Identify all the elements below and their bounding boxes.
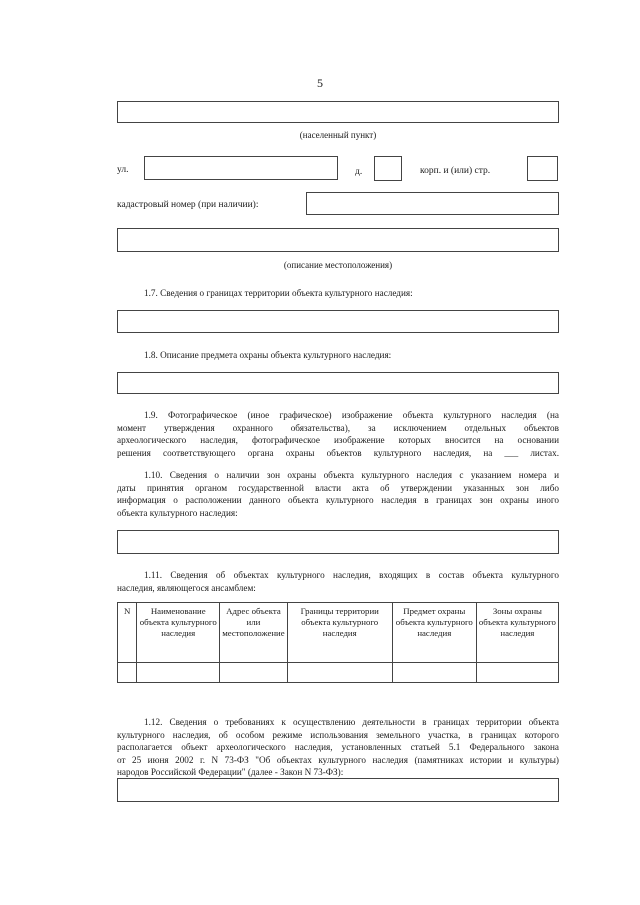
- section-1-11-paragraph: [117, 569, 559, 594]
- street-label: ул.: [117, 165, 129, 175]
- section-1-8-heading: 1.8. Описание предмета охраны объекта культурного наследия:: [144, 350, 392, 360]
- section-1-8-field[interactable]: [117, 372, 559, 394]
- table-cell[interactable]: [476, 663, 558, 683]
- house-field[interactable]: [374, 156, 402, 181]
- table-cell[interactable]: [220, 663, 287, 683]
- paragraph-line: культурного наследия, об особом режиме использования земельного участка, в границах которого: [117, 729, 559, 740]
- paragraph-line: археологического наследия, фотографическое изображение которых вносится на основании: [117, 435, 559, 446]
- paragraph-line: от 25 июня 2002 г. N 73-ФЗ "Об объектах культурного наследия (памятниках истории и культуры): [117, 754, 559, 765]
- table-cell[interactable]: [287, 663, 392, 683]
- table-header-row: [118, 603, 559, 663]
- table-cell[interactable]: [137, 663, 220, 683]
- paragraph-line: располагается объект археологического наследия, установленных статьей 5.1 Федерального закона: [117, 742, 559, 753]
- street-field[interactable]: [144, 156, 338, 180]
- ensemble-table: [117, 602, 559, 683]
- cadastral-field[interactable]: [306, 192, 559, 215]
- table-cell[interactable]: [392, 663, 476, 683]
- column-header-protection-zones: Зоны охраны объекта культурного наследия: [476, 603, 558, 663]
- paragraph-line: наследия, являющегося ансамблем:: [117, 582, 256, 593]
- paragraph-line: даты принятия органом государственной власти акта об утверждении указанных зон либо: [117, 482, 559, 493]
- column-header-protection-subject: Предмет охраны объекта культурного наследия: [392, 603, 476, 663]
- settlement-caption: (населенный пункт): [299, 130, 377, 140]
- section-1-10-paragraph: [117, 469, 559, 519]
- table-row[interactable]: [118, 663, 559, 683]
- location-caption: (описание местоположения): [283, 260, 393, 270]
- paragraph-line: народов Российской Федерации" (далее - Закон N 73-ФЗ):: [117, 767, 344, 778]
- table-cell[interactable]: [118, 663, 137, 683]
- building-label: корп. и (или) стр.: [420, 166, 491, 176]
- location-field[interactable]: [117, 228, 559, 252]
- column-header-boundaries: Границы территории объекта культурного наследия: [287, 603, 392, 663]
- paragraph-line: 1.9. Фотографическое (иное графическое) изображение объекта культурного наследия (на: [144, 410, 559, 420]
- page-number: 5: [317, 76, 323, 90]
- paragraph-line: информация о расположении данного объекта культурного наследия в границах зон охраны иного: [117, 495, 559, 506]
- settlement-field[interactable]: [117, 101, 559, 123]
- section-1-12-field[interactable]: [117, 778, 559, 802]
- section-1-7-heading: 1.7. Сведения о границах территории объекта культурного наследия:: [144, 288, 413, 298]
- column-header-number: N: [118, 603, 137, 663]
- section-1-10-field[interactable]: [117, 530, 559, 554]
- paragraph-line: момент утверждения охранного обязательства), за исключением отдельных объектов: [117, 422, 559, 433]
- column-header-address: Адрес объекта или местоположение: [220, 603, 287, 663]
- section-1-7-field[interactable]: [117, 310, 559, 333]
- paragraph-line: 1.12. Сведения о требованиях к осуществлению деятельности в границах территории объекта: [144, 717, 559, 727]
- paragraph-line: объекта культурного наследия:: [117, 507, 238, 518]
- paragraph-line: 1.11. Сведения об объектах культурного наследия, входящих в состав объекта культурного: [144, 570, 559, 580]
- column-header-name: Наименование объекта культурного наследия: [137, 603, 220, 663]
- section-1-9-paragraph: [117, 409, 559, 459]
- paragraph-line: решения соответствующего органа охраны объектов культурного наследия, на ___ листах.: [117, 447, 559, 458]
- paragraph-line: 1.10. Сведения о наличии зон охраны объекта культурного наследия с указанием номера и: [144, 470, 559, 480]
- section-1-12-paragraph: [117, 716, 559, 779]
- house-label: д.: [355, 167, 363, 177]
- cadastral-label: кадастровый номер (при наличии):: [117, 200, 259, 210]
- building-field[interactable]: [527, 156, 558, 181]
